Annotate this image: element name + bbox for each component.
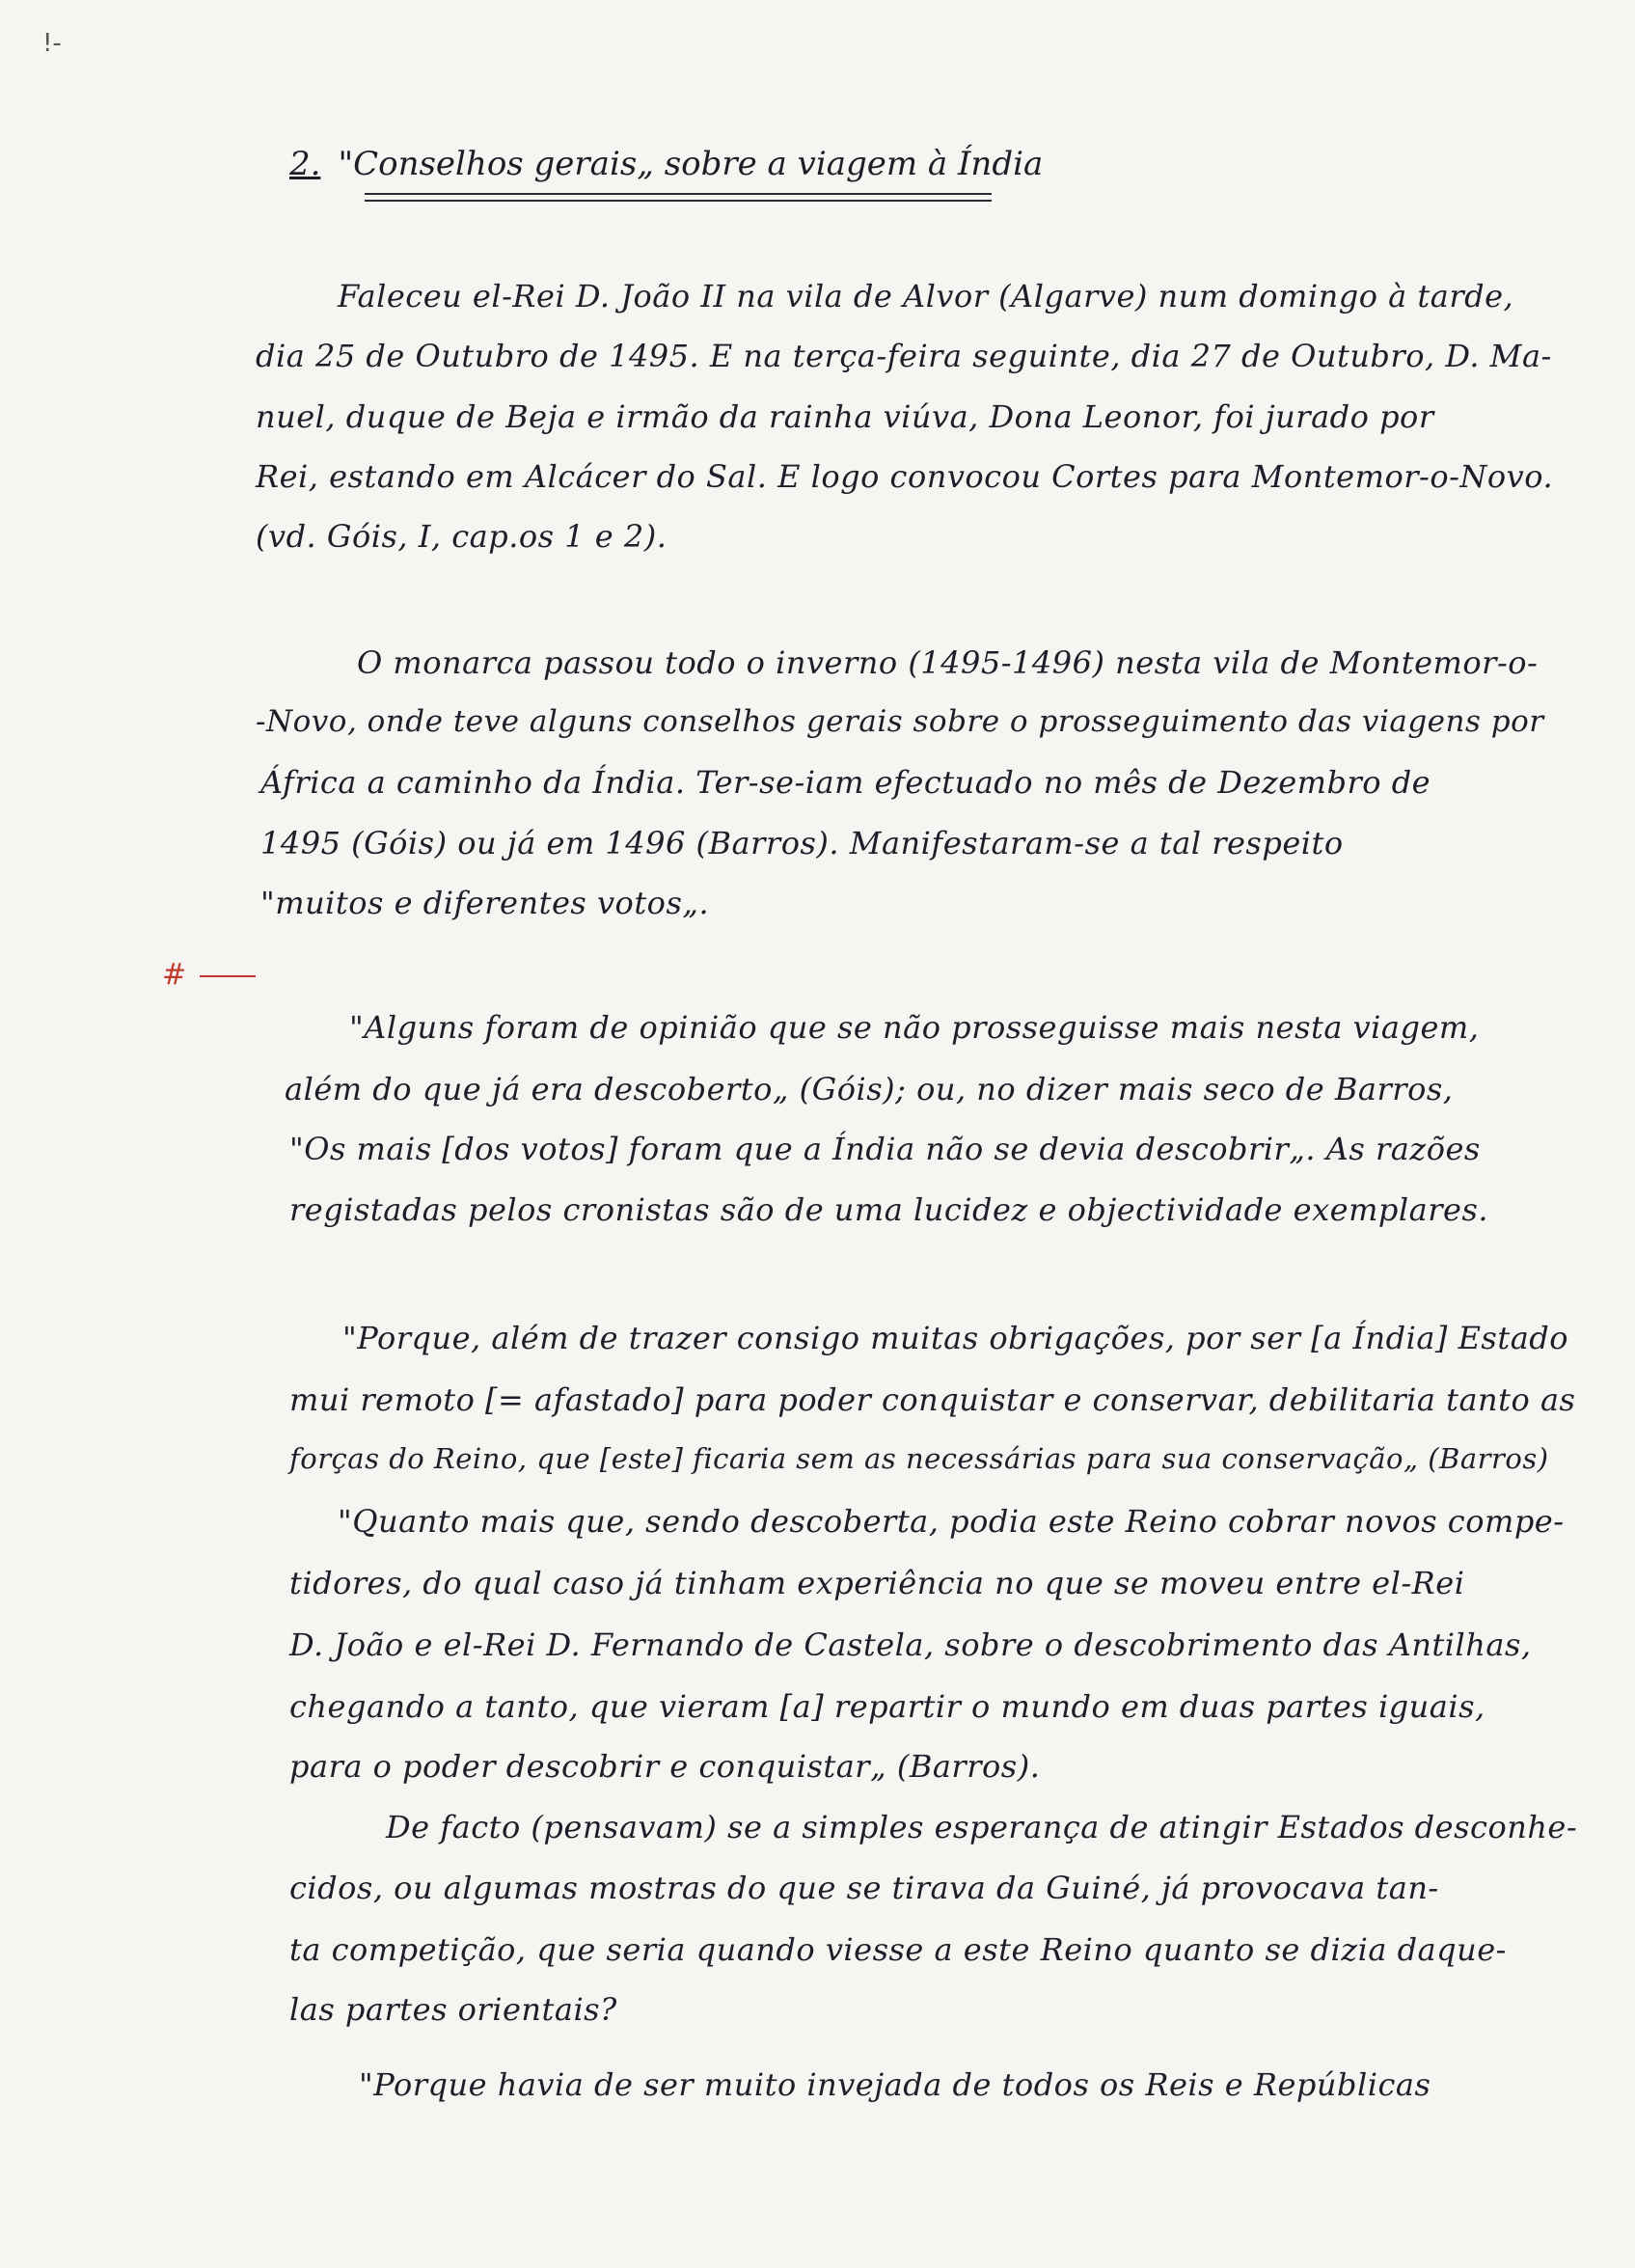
text-line: tidores, do qual caso já tinham experiência no que se moveu entre el-Rei (289, 1565, 1465, 1601)
text-line: "Quanto mais que, sendo descoberta, podia este Reino cobrar novos compe- (338, 1503, 1565, 1540)
text-line: Faleceu el-Rei D. João II na vila de Alvor (Algarve) num domingo à tarde, (338, 278, 1514, 314)
text-line: "muitos e diferentes votos„. (260, 885, 710, 921)
text-line: cidos, ou algumas mostras do que se tirava da Guiné, já provocava tan- (289, 1870, 1439, 1906)
text-line: chegando a tanto, que vieram [a] repartir o mundo em duas partes iguais, (289, 1688, 1485, 1725)
text-line: "Os mais [dos votos] foram que a Índia não se devia descobrir„. As razões (289, 1131, 1481, 1167)
text-line: África a caminho da Índia. Ter-se-iam efectuado no mês de Dezembro de (260, 764, 1431, 801)
margin-dash (200, 975, 256, 977)
text-line: dia 25 de Outubro de 1495. E na terça-feira seguinte, dia 27 de Outubro, D. Ma- (256, 338, 1552, 374)
text-line: D. João e el-Rei D. Fernando de Castela, sobre o descobrimento das Antilhas, (289, 1626, 1532, 1663)
heading-number: 2. (289, 145, 321, 183)
text-line: O monarca passou todo o inverno (1495-1496) nesta vila de Montemor-o- (357, 644, 1539, 681)
text-line: "Porque, além de trazer consigo muitas obrigações, por ser [a Índia] Estado (342, 1320, 1569, 1356)
text-line: ta competição, que seria quando viesse a este Reino quanto se dizia daque- (289, 1931, 1507, 1968)
text-line: forças do Reino, que [este] ficaria sem as necessárias para sua conservação„ (Barros) (289, 1442, 1549, 1475)
text-line: (vd. Góis, I, cap.os 1 e 2). (256, 518, 668, 555)
text-line: para o poder descobrir e conquistar„ (Barros). (289, 1748, 1041, 1785)
margin-note: # (162, 958, 256, 992)
text-line: -Novo, onde teve alguns conselhos gerais sobre o prosseguimento das viagens por (256, 704, 1544, 739)
text-line: De facto (pensavam) se a simples esperança de atingir Estados desconhe- (386, 1809, 1578, 1845)
text-line: Rei, estando em Alcácer do Sal. E logo convocou Cortes para Montemor-o-Novo. (256, 458, 1554, 495)
text-line: "Alguns foram de opinião que se não prosseguisse mais nesta viagem, (349, 1009, 1480, 1046)
heading-underline (365, 193, 992, 195)
text-line: nuel, duque de Beja e irmão da rainha viúva, Dona Leonor, foi jurado por (256, 398, 1434, 435)
text-line: las partes orientais? (289, 1991, 617, 2028)
text-line: registadas pelos cronistas são de uma lucidez e objectividade exemplares. (289, 1191, 1489, 1228)
heading-underline-second (365, 200, 992, 202)
heading (289, 145, 1043, 183)
text-line: mui remoto [= afastado] para poder conquistar e conservar, debilitaria tanto as (289, 1381, 1576, 1418)
corner-mark: !- (42, 29, 62, 58)
text-line: 1495 (Góis) ou já em 1496 (Barros). Manifestaram-se a tal respeito (260, 825, 1344, 861)
text-line: além do que já era descoberto„ (Góis); ou, no dizer mais seco de Barros, (285, 1071, 1454, 1107)
heading-title: "Conselhos gerais„ sobre a viagem à Índia (338, 145, 1044, 183)
text-line: "Porque havia de ser muito invejada de todos os Reis e Repúblicas (359, 2066, 1431, 2103)
